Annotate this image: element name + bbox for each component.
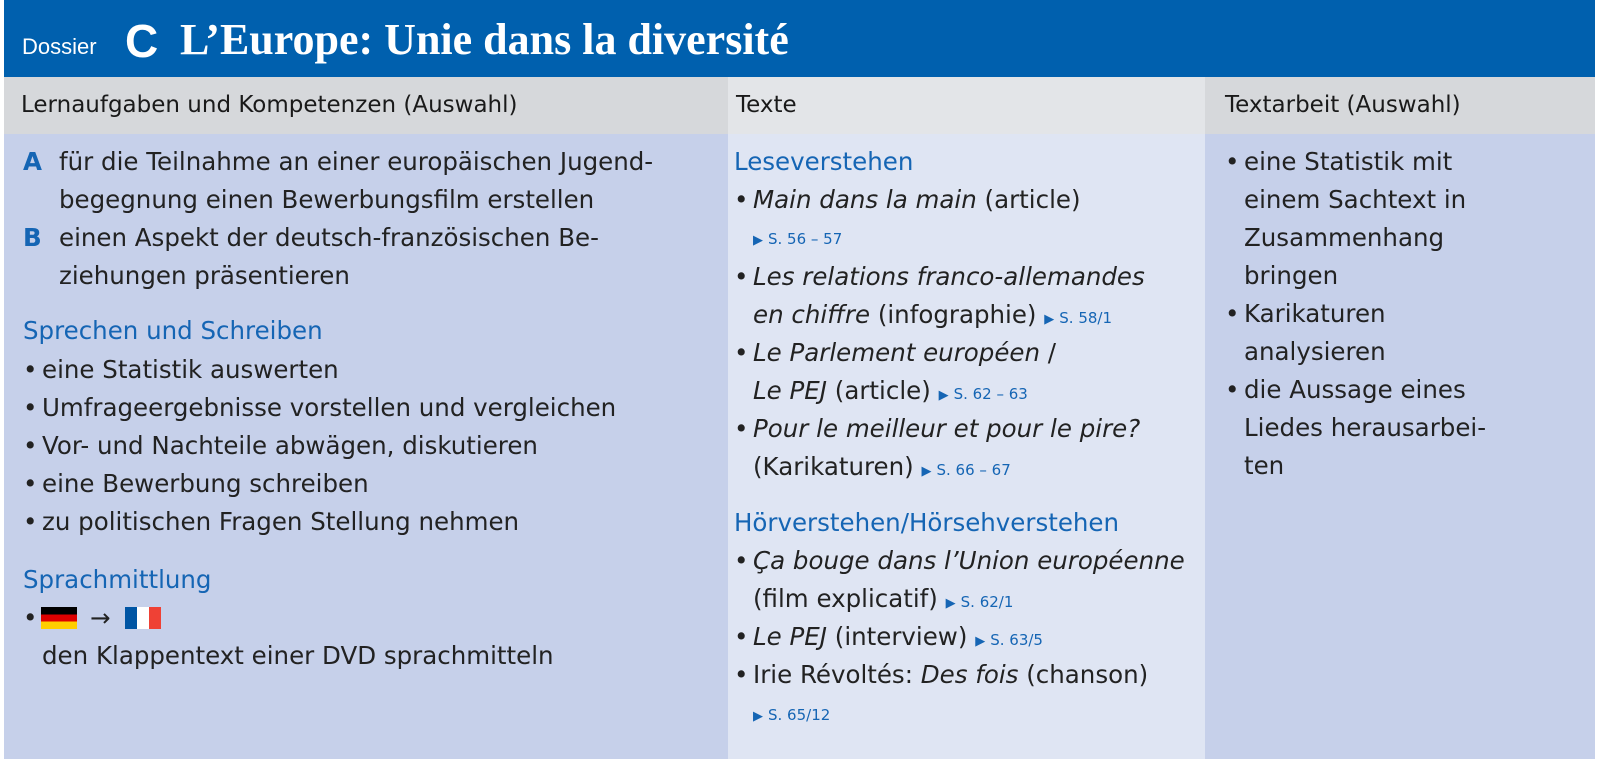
triangle-right-icon: ▶ xyxy=(753,233,763,248)
speaking-item: zu politischen Fragen Stellung nehmen xyxy=(42,507,520,536)
textwork-column xyxy=(1205,134,1595,759)
speaking-item: eine Statistik auswerten xyxy=(42,355,339,384)
bullet-dot: • xyxy=(1225,299,1240,328)
bullet-dot: • xyxy=(23,393,38,422)
textwork-item-line: Zusammenhang xyxy=(1244,223,1445,252)
page-reference xyxy=(753,706,830,724)
bullet-dot: • xyxy=(734,185,749,214)
task-letter-b: B xyxy=(23,223,42,252)
task-letter-a: A xyxy=(23,147,42,176)
bullet-dot: • xyxy=(734,546,749,575)
bullet-dot: • xyxy=(23,431,38,460)
column-header-textwork: Textarbeit (Auswahl) xyxy=(1205,77,1595,134)
triangle-right-icon: ▶ xyxy=(1044,312,1055,327)
textwork-item-line: Liedes herausarbei- xyxy=(1244,413,1487,442)
page-reference xyxy=(753,230,842,248)
text-title: en chiffre xyxy=(753,300,871,329)
page-reference xyxy=(975,631,1043,649)
page-reference xyxy=(1044,309,1112,327)
mediation-text: den Klappentext einer DVD sprachmitteln xyxy=(42,641,554,670)
text-title: Le Parlement européen xyxy=(753,338,1041,367)
triangle-right-icon: ▶ xyxy=(945,596,956,611)
textwork-item-line: eine Statistik mit xyxy=(1244,147,1453,176)
section-heading-speaking: Sprechen und Schreiben xyxy=(23,316,323,345)
bullet-dot: • xyxy=(734,338,749,367)
text-item-line xyxy=(753,622,1043,657)
text-item-line xyxy=(753,300,1112,335)
text-artist: Irie Révoltés: xyxy=(753,660,921,689)
text-type: (article) xyxy=(976,185,1081,214)
text-item-line xyxy=(753,452,1011,487)
text-separator: / xyxy=(1040,338,1057,367)
bullet-dot: • xyxy=(734,660,749,689)
text-title: Le PEJ xyxy=(753,376,827,405)
triangle-right-icon: ▶ xyxy=(975,634,986,649)
bullet-dot: • xyxy=(23,603,38,632)
section-heading-mediation: Sprachmittlung xyxy=(23,565,212,594)
text-item-line xyxy=(753,660,1148,690)
section-heading-reading: Leseverstehen xyxy=(734,147,914,176)
textwork-item-line: analysieren xyxy=(1244,337,1386,366)
page-reference-text: S. 62 – 63 xyxy=(953,385,1028,403)
text-type: (interview) xyxy=(827,622,968,651)
textwork-item-line: einem Sachtext in xyxy=(1244,185,1467,214)
text-item-line xyxy=(753,584,1013,619)
bullet-dot: • xyxy=(1225,147,1240,176)
speaking-item: eine Bewerbung schreiben xyxy=(42,469,369,498)
page-reference xyxy=(946,593,1014,611)
text-item-line xyxy=(753,376,1028,411)
task-b-line-2: ziehungen präsentieren xyxy=(59,261,350,290)
textwork-item-line: bringen xyxy=(1244,261,1339,290)
task-a-line-2: begegnung einen Bewerbungsfilm erstellen xyxy=(59,185,595,214)
page-reference xyxy=(939,385,1028,403)
bullet-dot: • xyxy=(1225,375,1240,404)
task-b-line-1: einen Aspekt der deutsch-französischen Be- xyxy=(59,223,599,252)
page-reference-text: S. 63/5 xyxy=(990,631,1043,649)
page-reference-text: S. 66 – 67 xyxy=(936,461,1011,479)
bullet-dot: • xyxy=(23,507,38,536)
bullet-dot: • xyxy=(23,469,38,498)
text-type: (Karikaturen) xyxy=(753,452,914,481)
arrow-right-icon: → xyxy=(90,603,111,632)
bullet-dot: • xyxy=(734,622,749,651)
text-type: (chanson) xyxy=(1018,660,1149,689)
column-header-competences: Lernaufgaben und Kompetenzen (Auswahl) xyxy=(4,77,728,134)
triangle-right-icon: ▶ xyxy=(938,388,949,403)
bullet-dot: • xyxy=(734,414,749,443)
task-a-line-1: für die Teilnahme an einer europäischen Jugend- xyxy=(59,147,654,176)
german-flag-icon xyxy=(41,607,77,629)
texts-column xyxy=(728,134,1205,759)
text-item-line xyxy=(753,338,1056,368)
bullet-dot: • xyxy=(23,355,38,384)
textwork-item-line: ten xyxy=(1244,451,1285,480)
triangle-right-icon: ▶ xyxy=(753,709,763,724)
text-type: (article) xyxy=(827,376,931,405)
dossier-header xyxy=(4,0,1595,77)
french-flag-icon xyxy=(125,607,161,629)
text-type: (infographie) xyxy=(870,300,1037,329)
text-title: Le PEJ xyxy=(753,622,827,651)
page-reference xyxy=(921,461,1010,479)
dossier-title: L’Europe: Unie dans la diversité xyxy=(180,15,789,64)
competences-column xyxy=(4,134,728,759)
column-header-texts: Texte xyxy=(728,77,1205,134)
page-reference-text: S. 58/1 xyxy=(1059,309,1113,327)
text-title: Des fois xyxy=(920,660,1019,689)
page-reference-text: S. 62/1 xyxy=(960,593,1014,611)
section-heading-listening: Hörverstehen/Hörsehverstehen xyxy=(734,508,1120,537)
page-reference-text: S. 56 – 57 xyxy=(768,230,843,248)
textwork-item-line: Karikaturen xyxy=(1244,299,1386,328)
dossier-letter: C xyxy=(125,15,159,67)
text-type: (film explicatif) xyxy=(753,584,938,613)
text-title: Ça bouge dans l’Union européenne xyxy=(753,546,1185,575)
text-title: Les relations franco-allemandes xyxy=(753,262,1145,291)
page-reference-text: S. 65/12 xyxy=(768,706,831,724)
text-title: Pour le meilleur et pour le pire? xyxy=(753,414,1141,443)
bullet-dot: • xyxy=(734,262,749,291)
dossier-label: Dossier xyxy=(22,34,97,59)
text-title: Main dans la main xyxy=(753,185,977,214)
textwork-item-line: die Aussage eines xyxy=(1244,375,1466,404)
speaking-item: Vor- und Nachteile abwägen, diskutieren xyxy=(42,431,538,460)
speaking-item: Umfrageergebnisse vorstellen und vergleichen xyxy=(42,393,617,422)
text-item-line xyxy=(753,185,1081,215)
triangle-right-icon: ▶ xyxy=(921,464,932,479)
